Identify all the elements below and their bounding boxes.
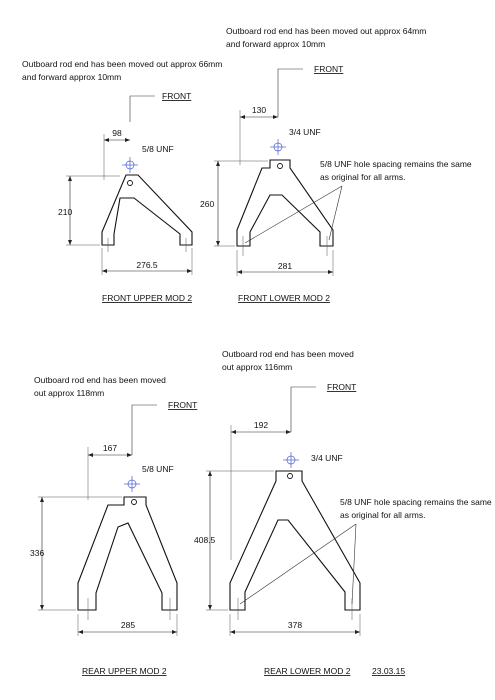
- rear-upper-thread-label: 5/8 UNF: [142, 464, 174, 474]
- front-lower-spacing-line1: 5/8 UNF hole spacing remains the same: [320, 159, 472, 169]
- rear-upper-front-label: FRONT: [168, 400, 198, 410]
- front-lower-height-dim: 260: [200, 199, 215, 209]
- front-lower-spacing-line2: as original for all arms.: [320, 172, 406, 182]
- rear-lower-arm-outline: [230, 471, 360, 610]
- rear-lower-spacing-line1: 5/8 UNF hole spacing remains the same: [340, 497, 492, 507]
- front-upper-front-label: FRONT: [162, 91, 192, 101]
- front-lower-title: FRONT LOWER MOD 2: [238, 293, 330, 303]
- front-lower-offset-dim: 130: [251, 105, 267, 115]
- rear-lower-spacing-leader-right: [352, 524, 356, 604]
- front-lower-front-leader: [278, 69, 303, 117]
- front-upper-note-line2: and forward approx 10mm: [22, 72, 122, 82]
- front-upper-title: FRONT UPPER MOD 2: [102, 293, 193, 303]
- drawing-date: 23.03.15: [372, 666, 406, 676]
- rear-upper-offset-dim: 167: [102, 443, 118, 453]
- rear-lower-front-leader: [291, 387, 316, 432]
- front-lower-thread-label: 3/4 UNF: [289, 127, 321, 137]
- rear-lower-height-dim: 408.5: [194, 535, 216, 545]
- rear-upper-note-line1: Outboard rod end has been moved: [34, 375, 166, 385]
- front-lower-spacing-leader-right: [329, 186, 342, 240]
- front-upper-width-dim: 276.5: [136, 260, 158, 270]
- rear-lower-arm-group: [194, 349, 492, 676]
- rear-upper-front-leader: [132, 405, 157, 455]
- front-lower-front-label: FRONT: [314, 64, 344, 74]
- rear-lower-thread-label: 3/4 UNF: [311, 453, 343, 463]
- rear-upper-height-dim: 336: [30, 548, 45, 558]
- rear-lower-note-line2: out approx 116mm: [222, 362, 293, 372]
- front-lower-width-dim: 281: [277, 261, 293, 271]
- rear-upper-width-dim: 285: [120, 620, 136, 630]
- rear-lower-spacing-line2: as original for all arms.: [340, 510, 426, 520]
- rear-lower-note-line1: Outboard rod end has been moved: [222, 349, 354, 359]
- rear-lower-end-hole: [288, 474, 293, 479]
- front-upper-height-dim: 210: [58, 207, 73, 217]
- front-lower-arm-group: [200, 26, 472, 303]
- front-upper-note-line1: Outboard rod end has been moved out approx 66mm: [22, 59, 223, 69]
- rear-upper-end-hole: [132, 500, 137, 505]
- front-lower-end-hole: [278, 164, 283, 169]
- rear-upper-arm-group: [30, 375, 197, 676]
- rear-lower-front-label: FRONT: [327, 382, 357, 392]
- rear-lower-offset-dim: 192: [253, 420, 269, 430]
- front-upper-front-leader: [130, 96, 155, 122]
- front-lower-note-line2: and forward approx 10mm: [226, 39, 326, 49]
- front-upper-end-hole: [128, 181, 133, 186]
- front-upper-thread-label: 5/8 UNF: [142, 144, 174, 154]
- front-lower-arm-outline: [237, 160, 333, 246]
- rear-upper-arm-outline: [78, 497, 177, 610]
- rear-upper-note-line2: out approx 118mm: [34, 388, 105, 398]
- front-upper-offset-dim: 98: [112, 128, 122, 138]
- front-lower-note-line1: Outboard rod end has been moved out approx 64mm: [226, 26, 427, 36]
- front-upper-arm-outline: [102, 175, 192, 245]
- front-upper-arm-group: [22, 59, 222, 303]
- rear-upper-title: REAR UPPER MOD 2: [82, 666, 167, 676]
- rear-lower-title: REAR LOWER MOD 2: [264, 666, 351, 676]
- rear-lower-width-dim: 378: [287, 620, 303, 630]
